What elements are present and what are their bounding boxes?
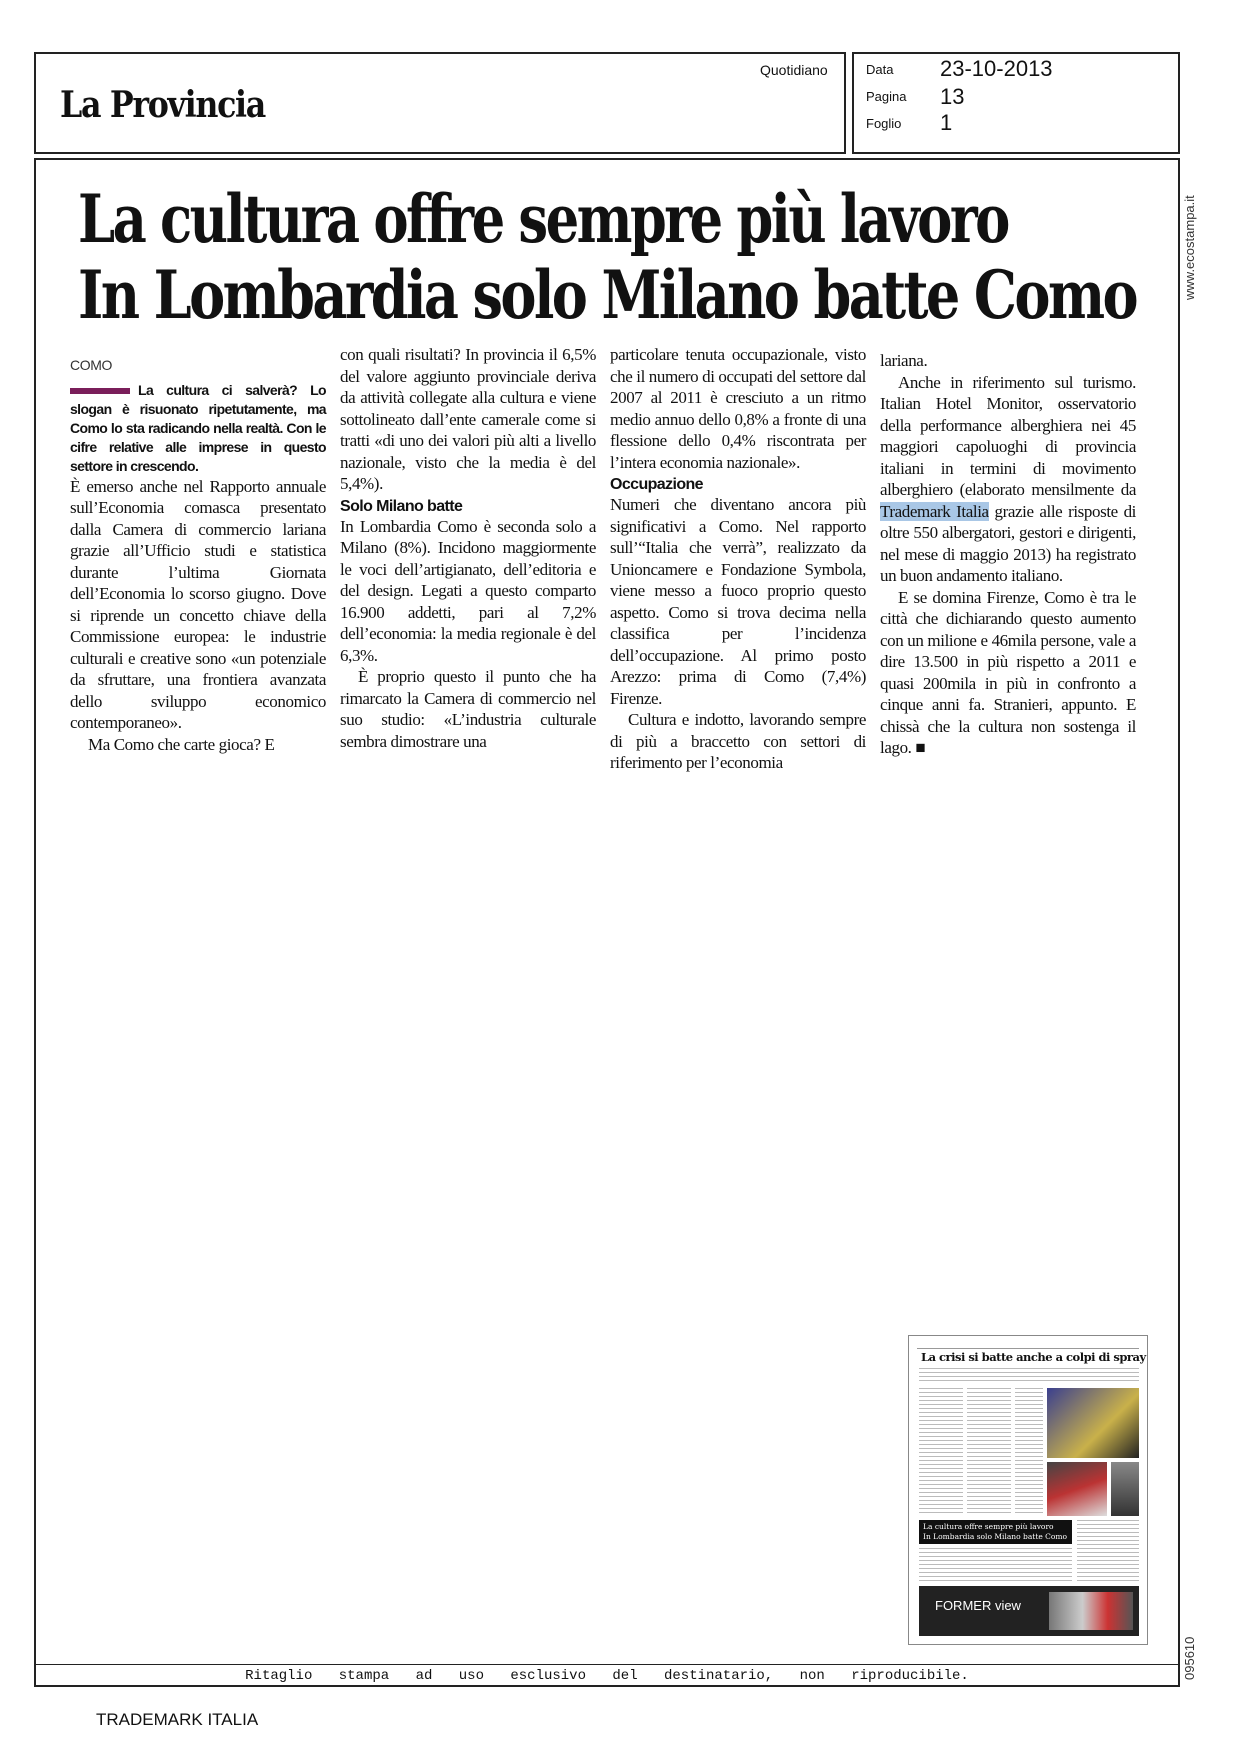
thumbnail-advertisement <box>919 1586 1139 1636</box>
subhead: Solo Milano batte <box>340 497 463 515</box>
body-paragraph: E se domina Firenze, Como è tra le città che dichiarando questo aumento con un milione e 46mila persone, vale a dire 13.500 in più rispetto a 2011 e quasi 200mila in più in confronto a cinque anni fa. Stranieri, appunto. E chissà che la cultura non sostenga il lago. ■ <box>880 587 1136 757</box>
body-paragraph: Ma Como che carte gioca? E <box>88 734 275 754</box>
subhead: Occupazione <box>610 476 703 493</box>
body-text: grazie alle risposte di oltre 550 albergatori, gestori e dirigenti, nel mese di maggio 2013) ha registrato un buon andamento italiano. <box>880 501 1136 585</box>
body-paragraph: particolare tenuta occupazionale, visto che il numero di occupati del settore dal 2007 al 2011 è cresciuto a un ritmo medio annuo dello 0,8% a fronte di una flessione dello 0,4% riscontrata per l’intera economia nazionale». <box>610 345 866 472</box>
pagina-value: 13 <box>940 84 965 109</box>
foglio-label: Foglio <box>866 116 902 131</box>
thumbnail-header-rule <box>917 1340 1139 1349</box>
newspaper-name: La Provincia <box>60 84 265 126</box>
side-url: www.ecostampa.it <box>1182 195 1197 300</box>
highlighted-client-name: Trademark Italia <box>880 501 989 521</box>
dateline: COMO <box>70 357 112 373</box>
thumbnail-text-block <box>919 1388 963 1516</box>
headline-line-2: In Lombardia solo Milano batte Como <box>78 256 1136 334</box>
thumbnail-photo <box>1047 1388 1139 1458</box>
article-column-3 <box>610 344 866 774</box>
body-paragraph: In Lombardia Como è seconda solo a Milano (8%). Incidono maggiormente le voci dell’artigianato, dell’editoria e del design. Legati a questo comparto 16.900 addetti, pari al 7,2% dell’economia: la media regionale è del 6,3%. <box>340 516 596 665</box>
thumbnail-text-block <box>967 1388 1011 1516</box>
side-code: 095610 <box>1182 1636 1197 1680</box>
lead-accent-bar <box>70 388 130 394</box>
thumbnail-ad-text: FORMER view <box>935 1598 1021 1613</box>
thumbnail-text-block <box>919 1368 1139 1382</box>
foglio-value: 1 <box>940 110 953 135</box>
footer-rule <box>34 1664 1180 1665</box>
headline-line-1: La cultura offre sempre più lavoro <box>78 180 1008 258</box>
thumbnail-title: La crisi si batte anche a colpi di spray <box>921 1350 1146 1364</box>
page-thumbnail <box>908 1335 1148 1645</box>
body-paragraph: Cultura e indotto, lavorando sempre di più a braccetto con settori di riferimento per l’economia <box>610 710 866 772</box>
article-column-1 <box>70 355 326 755</box>
body-text: Anche in riferimento sul turismo. Italian Hotel Monitor, osservatorio della performance alberghiera nei 45 maggiori capoluoghi di provincia italiani in termini di movimento alberghiero (elaborato mensilmente da <box>880 372 1136 499</box>
article-column-4 <box>880 350 1136 759</box>
body-paragraph: lariana. <box>880 351 928 370</box>
body-paragraph: È proprio questo il punto che ha rimarcato la Camera di commercio nel suo studio: «L’industria culturale sembra dimostrare una <box>340 667 596 751</box>
data-label: Data <box>866 62 894 77</box>
thumbnail-photo <box>1047 1462 1107 1516</box>
body-paragraph: Numeri che diventano ancora più significativi a Como. Nel rapporto sull’“Italia che verrà”, realizzato da Unioncamere e Fondazione Symbola, viene messo a fuoco proprio questo aspetto. Como si trova decima nella classifica per l’incidenza dell’occupazione. Al primo posto Arezzo: prima di Como (7,4%) Firenze. <box>610 495 866 708</box>
pagina-label: Pagina <box>866 89 907 104</box>
thumbnail-article-title-1: La cultura offre sempre più lavoro <box>923 1522 1054 1531</box>
body-paragraph <box>880 372 1136 587</box>
thumbnail-article-highlight <box>919 1520 1072 1544</box>
thumbnail-text-block <box>1015 1388 1043 1516</box>
periodicity: Quotidiano <box>760 62 828 78</box>
lead-text: La cultura ci salverà? Lo slogan è risuonato ripetutamente, ma Como lo sta radicando nella realtà. Con le cifre relative alle imprese in questo settore in crescendo. <box>70 381 326 474</box>
thumbnail-text-block <box>1077 1520 1139 1582</box>
thumbnail-ad-photo <box>1049 1592 1133 1630</box>
thumbnail-photo <box>1111 1462 1139 1516</box>
thumbnail-text-block <box>919 1548 1072 1582</box>
thumbnail-article-title-2: In Lombardia solo Milano batte Como <box>923 1532 1068 1541</box>
article-column-2 <box>340 344 596 752</box>
body-paragraph: È emerso anche nel Rapporto annuale sull’Economia comasca presentato dalla Camera di commercio lariana grazie all’Ufficio studi e statistica durante l’ultima Giornata dell’Economia lo scorso giugno. Dove si riprende un concetto chiave della Commissione europea: le industrie culturali e creative sono «un potenziale da sfruttare, una frontiera avanzata dello sviluppo economico contemporaneo». <box>70 476 326 732</box>
data-value: 23-10-2013 <box>940 56 1053 81</box>
client-name: TRADEMARK ITALIA <box>96 1710 259 1729</box>
lead-paragraph <box>70 381 326 476</box>
body-paragraph: con quali risultati? In provincia il 6,5% del valore aggiunto provinciale deriva da attività collegate alla cultura e viene sottolineato dall’ente camerale come si tratti «di uno dei valori più alti a livello nazionale, visto che la media è del 5,4%). <box>340 345 596 493</box>
disclaimer: Ritaglio stampa ad uso esclusivo del destinatario, non riproducibile. <box>245 1668 969 1684</box>
